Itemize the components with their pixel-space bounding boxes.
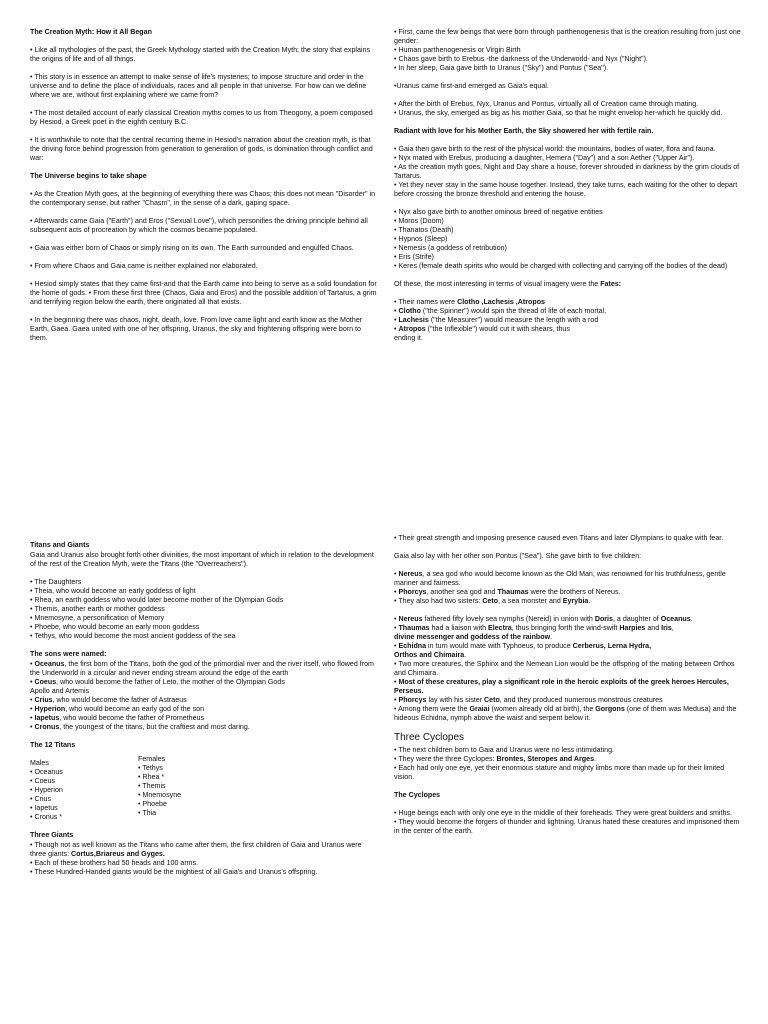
list-item: • Crius, who would become the father of Astraeus [30, 696, 187, 704]
list-item: • Cronus * [30, 813, 63, 821]
column-bottom-left [30, 541, 378, 877]
list-item: • Lachesis ("the Measurer") would measure the length with a rod [394, 316, 599, 324]
list-item: • Clotho ("the Spinner") would spin the thread of life of each mortal, [394, 307, 607, 315]
list-item: • Iapetus, who would become the father of Prometheus [30, 714, 205, 722]
paragraph: • As the Creation Myth goes, at the beginning of everything there was Chaos; this does not mean "Disorder" in the contemporary sense, but rather "Chasm", in the sense of a dark, gaping space. [30, 190, 376, 207]
paragraph: •Uranus came first-and emerged as Gaia's equal. [394, 82, 549, 90]
list-item: • Oceanus [30, 768, 63, 776]
heading-three-cyclopes: Three Cyclopes [394, 732, 465, 743]
list-item: • Rhea, an earth goddess who would later become mother of the Olympian Gods [30, 596, 284, 604]
paragraph: • It is worthwhile to note that the central recurring theme in Hesiod's narration about the creation myth, is that the driving force behind progression from generation to generation of gods, is domination through conflict and war: [30, 136, 373, 162]
list-item: • Phorcys, another sea god and Thaumas were the brothers of Nereus. [394, 588, 621, 596]
paragraph: • In the beginning there was chaos, night, death, love. From love came light and earth know as the Mother Earth, Gaea. Gaea united with one of her offspring, Uranus, the sky and frightening offspring were born to them. [30, 316, 363, 342]
list-offspring [394, 615, 744, 723]
paragraph: • The most detailed account of early classical Creation myths comes to us from Theogony, a poem composed by Hesiod, a Greek poet in the eighth century B.C. [30, 109, 373, 126]
paragraph: Gaia and Uranus also brought forth other divinities, the most important of which in relation to the development of the rest of the Creation Myth, were the Titans (the "Overreachers"). [30, 551, 374, 568]
list-item: • Among them were the Graiai (women already old at birth), the Gorgons (one of them was Medusa) and the hideous Echidna, nymph above the waist and serpent below it. [394, 705, 737, 722]
paragraph: • Uranus, the sky, emerged as big as his mother Gaia, so that he might envelop her-which he quickly did. [394, 109, 723, 117]
column-top-right [394, 28, 744, 343]
list-item: • They would become the forgers of thunder and lightning. Uranus hated these creatures and imprisoned them in the center of the earth. [394, 817, 740, 835]
list-item: • Themis, another earth or mother goddess [30, 605, 165, 613]
paragraph: Of these, the most interesting in terms of visual imagery were the Fates: [394, 280, 622, 288]
list-item: • Nereus fathered fifty lovely sea nymphs (Nereid) in union with Doris, a daughter of Oceanus. [394, 615, 693, 623]
paragraph: • From where Chaos and Gaia came is neither explained nor elaborated. [30, 262, 258, 270]
list-cyclopes [394, 746, 744, 782]
list-item: • Nemesis (a goddess of retribution) [394, 244, 507, 252]
list-item: • Theia, who would become an early goddess of light [30, 587, 196, 595]
titans-table [30, 755, 378, 822]
list-item: • Thaumas had a liaison with Electra, thus bringing forth the wind-swift Harpies and Iris, divine messenger and goddess of the rainbow. [394, 624, 674, 641]
list-item: • Hyperion [30, 786, 63, 794]
list [394, 208, 744, 271]
heading-the-cyclopes: The Cyclopes [394, 790, 441, 799]
list [394, 145, 744, 199]
list-item: • Each of these brothers had 50 heads and 100 arms. [30, 859, 199, 867]
list-item: • The next children born to Gaia and Uranus were no less intimidating. [394, 745, 615, 754]
list-pontus-children [394, 570, 744, 606]
list-item: • These Hundred-Handed giants would be the mightiest of all Gaia's and Uranus's offspring. [30, 868, 318, 876]
heading-sons: The sons were named: [30, 650, 107, 658]
paragraph: • Gaia was either born of Chaos or simply rising on its own. The Earth surrounded and engulfed Chaos. [30, 244, 354, 252]
heading-12-titans: The 12 Titans [30, 741, 76, 749]
heading-creation-myth: The Creation Myth: How it All Began [30, 28, 152, 36]
list-item: • Nyx mated with Erebus, producing a daughter, Hemera ("Day") and a son Aether ("Upper Air"). [394, 154, 695, 162]
heading-universe: The Universe begins to take shape [30, 172, 147, 180]
list-item: • Nereus, a sea god who would become known as the Old Man, was renowned for his truthfulness, gentle manner and fairness. [394, 570, 726, 587]
list [394, 46, 744, 73]
list-item: • Gaia then gave birth to the rest of the physical world: the mountains, bodies of water, flora and fauna. [394, 145, 716, 153]
list-item: • Phoebe, who would become an early moon goddess [30, 623, 200, 631]
females-label: Females [138, 755, 166, 763]
females-column [138, 755, 258, 822]
heading-radiant: Radiant with love for his Mother Earth, the Sky showered her with fertile rain. [394, 127, 654, 135]
paragraph: • Like all mythologies of the past, the Greek Mythology started with the Creation Myth; the story that explains the origins of life and of all things. [30, 46, 370, 63]
heading-three-giants: Three Giants [30, 831, 74, 839]
list-item: • Tethys [138, 764, 163, 772]
list-item: • In her sleep, Gaia gave birth to Uranus ("Sky") and Pontus ("Sea"). [394, 64, 609, 72]
list-item: • Hypnos (Sleep) [394, 235, 448, 243]
paragraph: • Afterwards came Gaia ("Earth") and Eros ("Sexual Love"), which personifies the driving principle behind all subsequent acts of procreation by which the cosmos became populated. [30, 217, 368, 234]
list-item: • Moros (Doom) [394, 217, 444, 225]
list-item: • Mnemosyne, a personification of Memory [30, 614, 165, 622]
list-item: • Coeus, who would become the father of Leto, the mother of the Olympian Gods [30, 678, 285, 686]
males-label: Males [30, 759, 49, 767]
list-item: • Thanatos (Death) [394, 226, 454, 234]
list-item: • As the creation myth goes, Night and Day share a house, forever shrouded in darkness by the grim clouds of Tartarus. [394, 163, 740, 180]
list-item: • Echidna in turn would mate with Typhoeus, to produce Cerberus, Lerna Hydra, Orthos and Chimaira. [394, 642, 652, 659]
list-item: ending it. [394, 334, 423, 342]
list-item: • Cronus, the youngest of the titans, but the craftiest and most daring. [30, 723, 250, 731]
list-cyclopes-desc [394, 809, 744, 836]
paragraph: • After the birth of Erebus, Nyx, Uranus and Pontus, virtually all of Creation came through mating. [394, 100, 699, 108]
list-item: • Tethys, who would become the most ancient goddess of the sea [30, 632, 236, 640]
list-item: • The Daughters [30, 578, 82, 586]
list-item: • Though not as well known as the Titans who came after them, the first children of Gaia and Uranus were three giants: Cortus,Briareus and Gyges. [30, 841, 362, 858]
list-item: • Thia [138, 809, 157, 817]
paragraph: • This story is in essence an attempt to make sense of life's mysteries; to impose structure and order in the universe and to define the place of individuals, races and all people in that universe. For how can we define where we are, without first explaining where we came from? [30, 73, 367, 99]
paragraph: • Their great strength and imposing presence caused even Titans and later Olympians to quake with fear. [394, 534, 724, 542]
list-item: • Each had only one eye, yet their enormous stature and mighty limbs more than made up for their limited vision. [394, 763, 725, 781]
list-item: • Keres (female death spirits who would be charged with collecting and carrying off the bodies of the dead) [394, 262, 728, 270]
list-item: • Huge beings each with only one eye in the middle of their foreheads. They were great builders and smiths. [394, 808, 732, 817]
list-item: • Most of these creatures, play a significant role in the heroic exploits of the greek heroes Hercules, Perseus. [394, 678, 729, 695]
list-item: Apollo and Artemis [30, 687, 90, 695]
column-bottom-right [394, 534, 744, 836]
paragraph: Gaia also lay with her other son Pontus ("Sea"). She gave birth to five children: [394, 552, 642, 560]
list-item: • Chaos gave birth to Erebus -the darkness of the Underworld- and Nyx ("Night"). [394, 55, 648, 63]
list-item: • Nyx also gave birth to another ominous breed of negative entities [394, 208, 603, 216]
list-daughters [30, 578, 378, 641]
list-item: • Phorcys lay with his sister Ceto, and they produced numerous monstrous creatures [394, 696, 663, 704]
paragraph: • Hesiod simply states that they came first-and that the Earth came into being to serve as a solid foundation for the home of gods. • From these first three (Chaos, Gaia and Eros) and the possible addition of Tartarus, a grim and terrifying region below the earth, there originated all that exists. [30, 280, 377, 306]
paragraph: • First, came the few beings that were born through parthenogenesis that is the creation resulting from just one gender: [394, 28, 741, 45]
list-item: • Eris (Strife) [394, 253, 434, 261]
list-giants [30, 841, 378, 877]
list-item: • Mnemosyne [138, 791, 182, 799]
list-item: • Hyperion, who would become an early god of the son [30, 705, 205, 713]
list-item: • They were the three Cyclopes: Brontes, Steropes and Arges. [394, 754, 596, 763]
list-sons [30, 660, 378, 732]
list-item: • Coeus [30, 777, 55, 785]
heading-titans-giants: Titans and Giants [30, 541, 90, 549]
list-item: • Phoebe [138, 800, 167, 808]
males-column [30, 759, 138, 822]
list-item: • Yet they never stay in the same house together. Instead, they take turns, each waiting for the other to depart before crossing the bronze threshold and entering the house. [394, 181, 738, 198]
list-item: • Iapetus [30, 804, 58, 812]
list-item: • Rhea * [138, 773, 165, 781]
list-item: • Themis [138, 782, 166, 790]
list-item: • Two more creatures, the Sphinx and the Nemean Lion would be the offspring of the mating between Orthos and Chimaira. [394, 660, 735, 677]
column-top-left [30, 28, 378, 352]
list-item: • Their names were Clotho ,Lachesis ,Atropos [394, 298, 545, 306]
list-item: • Atropos ("the Inflexible") would cut it with shears, thus [394, 325, 570, 333]
list-item: • Human parthenogenesis or Virgin Birth [394, 46, 521, 54]
list-item: • Crius [30, 795, 52, 803]
list [394, 298, 744, 343]
list-item: • Oceanus, the first born of the Titans, both the god of the primordial river and the river itself, who flowed from the Underworld in a circular and never ending stream around the edge of the earth [30, 660, 374, 677]
list-item: • They also had two sisters: Ceto, a sea monster and Eyrybia. [394, 597, 591, 605]
